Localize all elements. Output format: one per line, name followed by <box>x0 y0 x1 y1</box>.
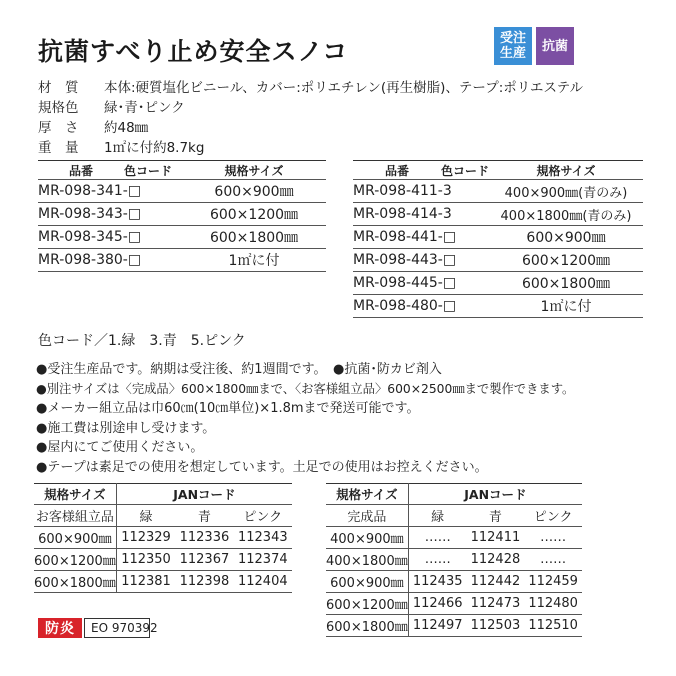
spec-value: 約48㎜ <box>104 120 149 136</box>
header-color-code: 色コード <box>441 161 489 180</box>
product-size: 600×900㎜ <box>182 180 326 203</box>
note-item: ●施工費は別途申し受けます。 <box>36 420 216 436</box>
product-size: 600×900㎜ <box>489 226 643 249</box>
jan-code: 112329 <box>116 527 175 549</box>
jan-table-left <box>34 483 292 593</box>
product-size: 400×900㎜(青のみ) <box>489 180 643 203</box>
product-size: 600×1200㎜ <box>489 249 643 272</box>
jan-size: 600×1800㎜ <box>326 615 408 637</box>
jan-header-code: JANコード <box>116 484 292 505</box>
table-row <box>38 249 326 272</box>
spec-value: 本体:硬質塩化ビニール、カバー:ポリエチレン(再生樹脂)、テープ:ポリエステル <box>104 80 584 96</box>
jan-code: 112398 <box>175 571 233 593</box>
jan-code: 112503 <box>467 615 525 637</box>
product-table-right <box>353 160 643 318</box>
table-row <box>353 249 643 272</box>
jan-code: 112497 <box>408 615 466 637</box>
header-product-no: 品番 <box>38 161 124 180</box>
jan-code: 112411 <box>467 527 525 549</box>
product-size: 600×1200㎜ <box>182 203 326 226</box>
jan-code: 112367 <box>175 549 233 571</box>
jan-code: 112336 <box>175 527 233 549</box>
jan-header-size: 規格サイズ <box>326 484 408 505</box>
jan-size: 600×900㎜ <box>34 527 116 549</box>
jan-code: 112404 <box>234 571 292 593</box>
jan-color-pink: ピンク <box>524 505 582 527</box>
jan-sub-label: 完成品 <box>326 505 408 527</box>
table-row <box>34 571 292 593</box>
note-item: ●テープは素足での使用を想定しています。土足での使用はお控えください。 <box>36 459 488 475</box>
spec-row-material <box>38 78 583 98</box>
table-row <box>353 295 643 318</box>
jan-color-blue: 青 <box>175 505 233 527</box>
note-item: ●メーカー組立品は巾60㎝(10㎝単位)×1.8mまで発送可能です。 <box>36 401 420 416</box>
jan-size: 400×900㎜ <box>326 527 408 549</box>
jan-code: 112466 <box>408 593 466 615</box>
product-no: MR-098-380-□ <box>38 249 182 272</box>
product-size: 600×1800㎜ <box>182 226 326 249</box>
spec-list <box>38 78 583 158</box>
jan-code: 112350 <box>116 549 175 571</box>
jan-code: 112435 <box>408 571 466 593</box>
table-row <box>353 272 643 295</box>
header-product-no: 品番 <box>353 161 441 180</box>
table-row <box>353 180 643 203</box>
note-item: ●屋内にてご使用ください。 <box>36 440 204 455</box>
notes-list <box>36 360 574 477</box>
jan-header-size: 規格サイズ <box>34 484 116 505</box>
product-size: 600×1800㎜ <box>489 272 643 295</box>
antibacterial-badge: 抗菌 <box>536 27 574 65</box>
product-no: MR-098-480-□ <box>353 295 489 318</box>
product-no: MR-098-443-□ <box>353 249 489 272</box>
spec-value: 1㎡に付約8.7kg <box>104 140 205 156</box>
jan-code: 112510 <box>524 615 582 637</box>
fire-retardant-mark: 防炎 <box>38 618 82 638</box>
spec-row-color <box>38 98 583 118</box>
made-to-order-badge: 受注 生産 <box>494 27 532 65</box>
table-row <box>326 593 582 615</box>
product-size: 1㎡に付 <box>182 249 326 272</box>
spec-label: 規格色 <box>38 100 79 116</box>
spec-label: 材 質 <box>38 80 79 96</box>
table-row <box>34 549 292 571</box>
jan-code: 112428 <box>467 549 525 571</box>
product-size: 1㎡に付 <box>489 295 643 318</box>
table-row <box>34 527 292 549</box>
jan-code: …… <box>408 527 466 549</box>
jan-code: …… <box>408 549 466 571</box>
jan-size: 600×1800㎜ <box>34 571 116 593</box>
header-size: 規格サイズ <box>489 161 643 180</box>
table-row <box>326 571 582 593</box>
jan-code: 112343 <box>234 527 292 549</box>
jan-color-blue: 青 <box>467 505 525 527</box>
page-title: 抗菌すべり止め安全スノコ <box>38 37 349 66</box>
spec-label: 厚 さ <box>38 120 79 136</box>
jan-code: 112381 <box>116 571 175 593</box>
table-row <box>38 180 326 203</box>
jan-code: …… <box>524 527 582 549</box>
spec-row-weight <box>38 138 583 158</box>
note-item: ●別注サイズは〈完成品〉600×1800㎜まで、〈お客様組立品〉600×2500㎜まで製作できます。 <box>36 381 575 396</box>
jan-code: 112473 <box>467 593 525 615</box>
table-row <box>326 527 582 549</box>
color-code-legend: 色コード／1.緑 3.青 5.ピンク <box>38 333 246 349</box>
table-row <box>326 615 582 637</box>
fire-retardant-code: EO 970392 <box>84 618 150 638</box>
product-no: MR-098-445-□ <box>353 272 489 295</box>
product-size: 400×1800㎜(青のみ) <box>489 203 643 226</box>
jan-code: 112374 <box>234 549 292 571</box>
product-no: MR-098-341-□ <box>38 180 182 203</box>
jan-sub-label: お客様組立品 <box>34 505 116 527</box>
jan-header-code: JANコード <box>408 484 582 505</box>
jan-size: 400×1800㎜ <box>326 549 408 571</box>
table-row <box>38 203 326 226</box>
product-no: MR-098-411-3 <box>353 180 489 203</box>
jan-color-green: 緑 <box>408 505 466 527</box>
jan-table-right <box>326 483 582 637</box>
table-row <box>38 226 326 249</box>
jan-code: 112442 <box>467 571 525 593</box>
product-no: MR-098-345-□ <box>38 226 182 249</box>
jan-size: 600×1200㎜ <box>326 593 408 615</box>
header-size: 規格サイズ <box>182 161 326 180</box>
product-no: MR-098-414-3 <box>353 203 489 226</box>
jan-size: 600×1200㎜ <box>34 549 116 571</box>
jan-code: 112480 <box>524 593 582 615</box>
spec-row-thickness <box>38 118 583 138</box>
table-row <box>353 226 643 249</box>
table-row <box>353 203 643 226</box>
jan-code: …… <box>524 549 582 571</box>
header-color-code: 色コード <box>124 161 182 180</box>
product-no: MR-098-343-□ <box>38 203 182 226</box>
spec-value: 緑･青･ピンク <box>104 100 185 116</box>
product-table-left <box>38 160 326 272</box>
note-item: ●受注生産品です。納期は受注後、約1週間です。 ●抗菌･防カビ剤入 <box>36 362 442 377</box>
product-no: MR-098-441-□ <box>353 226 489 249</box>
jan-color-pink: ピンク <box>234 505 292 527</box>
jan-color-green: 緑 <box>116 505 175 527</box>
jan-code: 112459 <box>524 571 582 593</box>
table-row <box>326 549 582 571</box>
spec-label: 重 量 <box>38 140 79 156</box>
jan-size: 600×900㎜ <box>326 571 408 593</box>
